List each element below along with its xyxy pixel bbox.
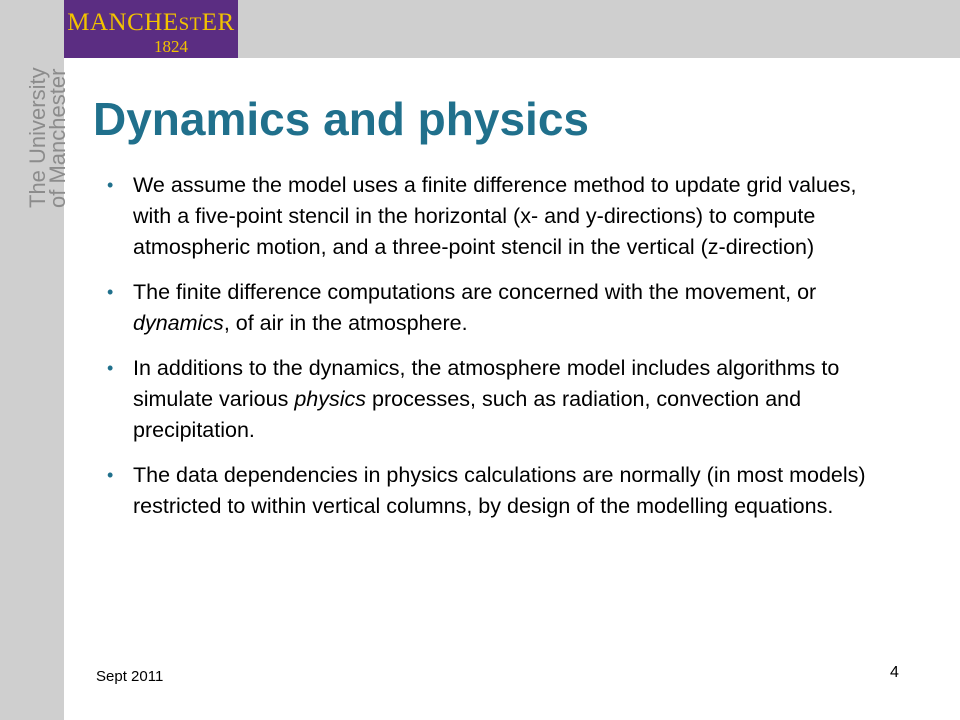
- bullet-list: [107, 170, 877, 536]
- slide-title: Dynamics and physics: [93, 93, 589, 145]
- wordmark-line2: of Manchester: [45, 68, 70, 208]
- bullet-item: [107, 170, 877, 263]
- bullet-text-italic: physics: [294, 387, 367, 411]
- manchester-logo: [64, 0, 238, 58]
- logo-name-part2: ST: [178, 14, 202, 35]
- bullet-dot-icon: •: [107, 175, 114, 195]
- bullet-item: [107, 460, 877, 522]
- logo-name-part3: ER: [201, 9, 235, 36]
- bullet-text-after: processes, such as radiation, convection and precipitation.: [133, 387, 802, 442]
- bullet-text-italic: dynamics: [133, 311, 224, 335]
- bullet-text-before: In additions to the dynamics, the atmosphere model includes algorithms to simulate various: [133, 356, 840, 411]
- logo-year: 1824: [154, 37, 188, 56]
- bullet-dot-icon: •: [107, 282, 114, 302]
- slide-number: 4: [890, 664, 899, 681]
- bullet-text: The data dependencies in physics calculations are normally (in most models) restricted to within vertical columns, by design of the modelling equations.: [133, 463, 866, 518]
- bullet-dot-icon: •: [107, 358, 114, 378]
- logo-name: [64, 10, 238, 38]
- footer-date: Sept 2011: [96, 668, 164, 685]
- bullet-text: We assume the model uses a finite difference method to update grid values, with a five-point stencil in the horizontal (x- and y-directions) to compute atmospheric motion, and a three-point stencil in the vertical (z-direction): [133, 173, 857, 259]
- wordmark-line1: The University: [25, 67, 50, 208]
- university-wordmark: [25, 60, 70, 210]
- bullet-item: [107, 353, 877, 446]
- bullet-dot-icon: •: [107, 465, 114, 485]
- logo-name-part1: MANCHE: [67, 9, 179, 36]
- bullet-text-after: , of air in the atmosphere.: [223, 311, 468, 335]
- bullet-text-before: The finite difference computations are concerned with the movement, or: [133, 280, 817, 304]
- bullet-item: [107, 277, 877, 339]
